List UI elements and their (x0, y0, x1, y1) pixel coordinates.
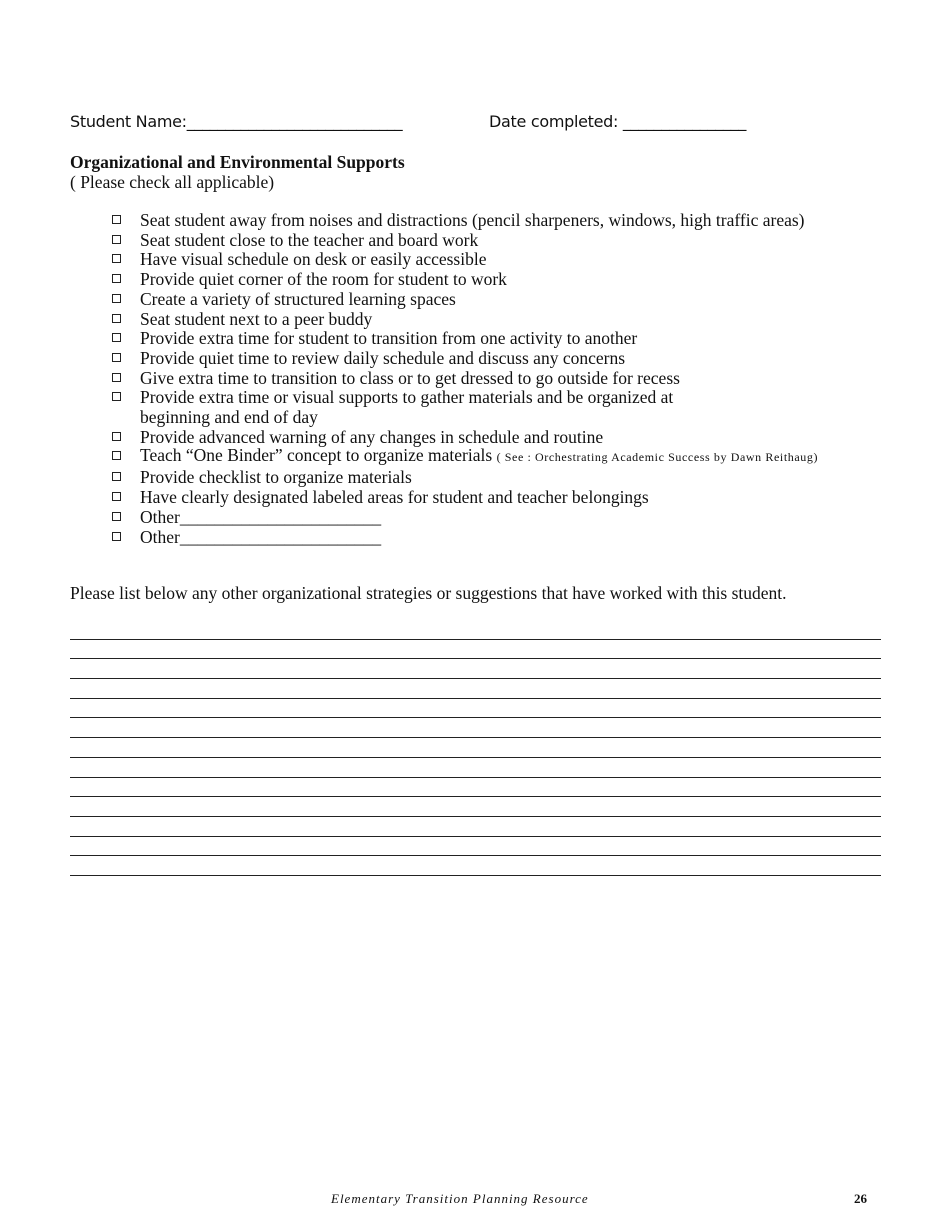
page-number: 26 (854, 1191, 867, 1206)
checklist-item-label: Provide advanced warning of any changes in schedule and routine (140, 426, 604, 447)
checkbox[interactable] (112, 314, 121, 323)
other-field[interactable]: Other_______________________ (140, 506, 382, 527)
writing-line[interactable] (70, 817, 881, 837)
checkbox[interactable] (112, 333, 121, 342)
checklist-item-label: Have visual schedule on desk or easily accessible (140, 249, 487, 270)
writing-line[interactable] (70, 758, 881, 778)
writing-line[interactable] (70, 856, 881, 876)
student-name-field[interactable]: Student Name:____________________________ (70, 112, 403, 131)
checklist-item (112, 250, 872, 270)
checklist-item (112, 231, 872, 251)
strategies-prompt: Please list below any other organizational strategies or suggestions that have worked with this student. (70, 583, 787, 603)
writing-line[interactable] (70, 699, 881, 719)
support-checklist (112, 211, 872, 547)
checklist-item (112, 310, 872, 330)
checklist-item-label: Seat student away from noises and distractions (pencil sharpeners, windows, high traffic areas) (140, 210, 805, 230)
writing-line[interactable] (70, 797, 881, 817)
checkbox[interactable] (112, 451, 121, 460)
writing-line[interactable] (70, 620, 881, 640)
checkbox[interactable] (112, 215, 121, 224)
checklist-item-label: Have clearly designated labeled areas for student and teacher belongings (140, 487, 649, 508)
checklist-item (112, 211, 872, 231)
checkbox[interactable] (112, 532, 121, 541)
checkbox[interactable] (112, 235, 121, 244)
section-instruction: ( Please check all applicable) (70, 172, 275, 192)
checklist-item (112, 270, 872, 290)
writing-line[interactable] (70, 659, 881, 679)
checklist-item (112, 388, 740, 427)
checklist-item-label: Provide quiet corner of the room for student to work (140, 269, 507, 290)
checklist-item (112, 369, 872, 389)
checklist-item-other (112, 528, 872, 548)
checkbox[interactable] (112, 254, 121, 263)
checkbox[interactable] (112, 274, 121, 283)
checkbox[interactable] (112, 353, 121, 362)
checklist-item-label: Provide extra time or visual supports to gather materials and be organized at beginning and end of day (140, 387, 674, 428)
writing-line[interactable] (70, 738, 881, 758)
checklist-item-label: Create a variety of structured learning spaces (140, 288, 456, 309)
checklist-item-label: Provide quiet time to review daily schedule and discuss any concerns (140, 347, 626, 368)
checkbox[interactable] (112, 472, 121, 481)
checklist-item-label: Teach “One Binder” concept to organize materials (140, 445, 493, 466)
checklist-item (112, 349, 872, 369)
checklist-item-label: Provide extra time for student to transition from one activity to another (140, 328, 638, 349)
binder-reference-note: ( See : Orchestrating Academic Success by Dawn Reithaug) (496, 450, 819, 465)
other-field[interactable]: Other_______________________ (140, 526, 382, 547)
checklist-item-other (112, 508, 872, 528)
writing-line[interactable] (70, 640, 881, 660)
checkbox[interactable] (112, 512, 121, 521)
date-completed-field[interactable]: Date completed: ________________ (489, 112, 747, 131)
checklist-item (112, 290, 872, 310)
checklist-item (112, 488, 872, 508)
checkbox[interactable] (112, 432, 121, 441)
writing-line[interactable] (70, 679, 881, 699)
checklist-item-label: Seat student next to a peer buddy (140, 308, 373, 329)
checklist-item (112, 447, 872, 468)
checklist-item-label: Provide checklist to organize materials (140, 467, 412, 488)
checkbox[interactable] (112, 492, 121, 501)
checkbox[interactable] (112, 373, 121, 382)
checklist-item-label: Give extra time to transition to class or to get dressed to go outside for recess (140, 367, 680, 388)
checkbox[interactable] (112, 294, 121, 303)
section-title: Organizational and Environmental Supports (70, 152, 405, 172)
writing-line[interactable] (70, 718, 881, 738)
header-fields (70, 112, 880, 131)
checklist-item (112, 468, 872, 488)
writing-line[interactable] (70, 837, 881, 857)
checklist-item (112, 329, 872, 349)
checkbox[interactable] (112, 392, 121, 401)
writing-line[interactable] (70, 778, 881, 798)
footer-title: Elementary Transition Planning Resource (331, 1191, 589, 1206)
checklist-item-label: Seat student close to the teacher and board work (140, 229, 479, 250)
strategies-writing-area[interactable] (70, 620, 881, 876)
